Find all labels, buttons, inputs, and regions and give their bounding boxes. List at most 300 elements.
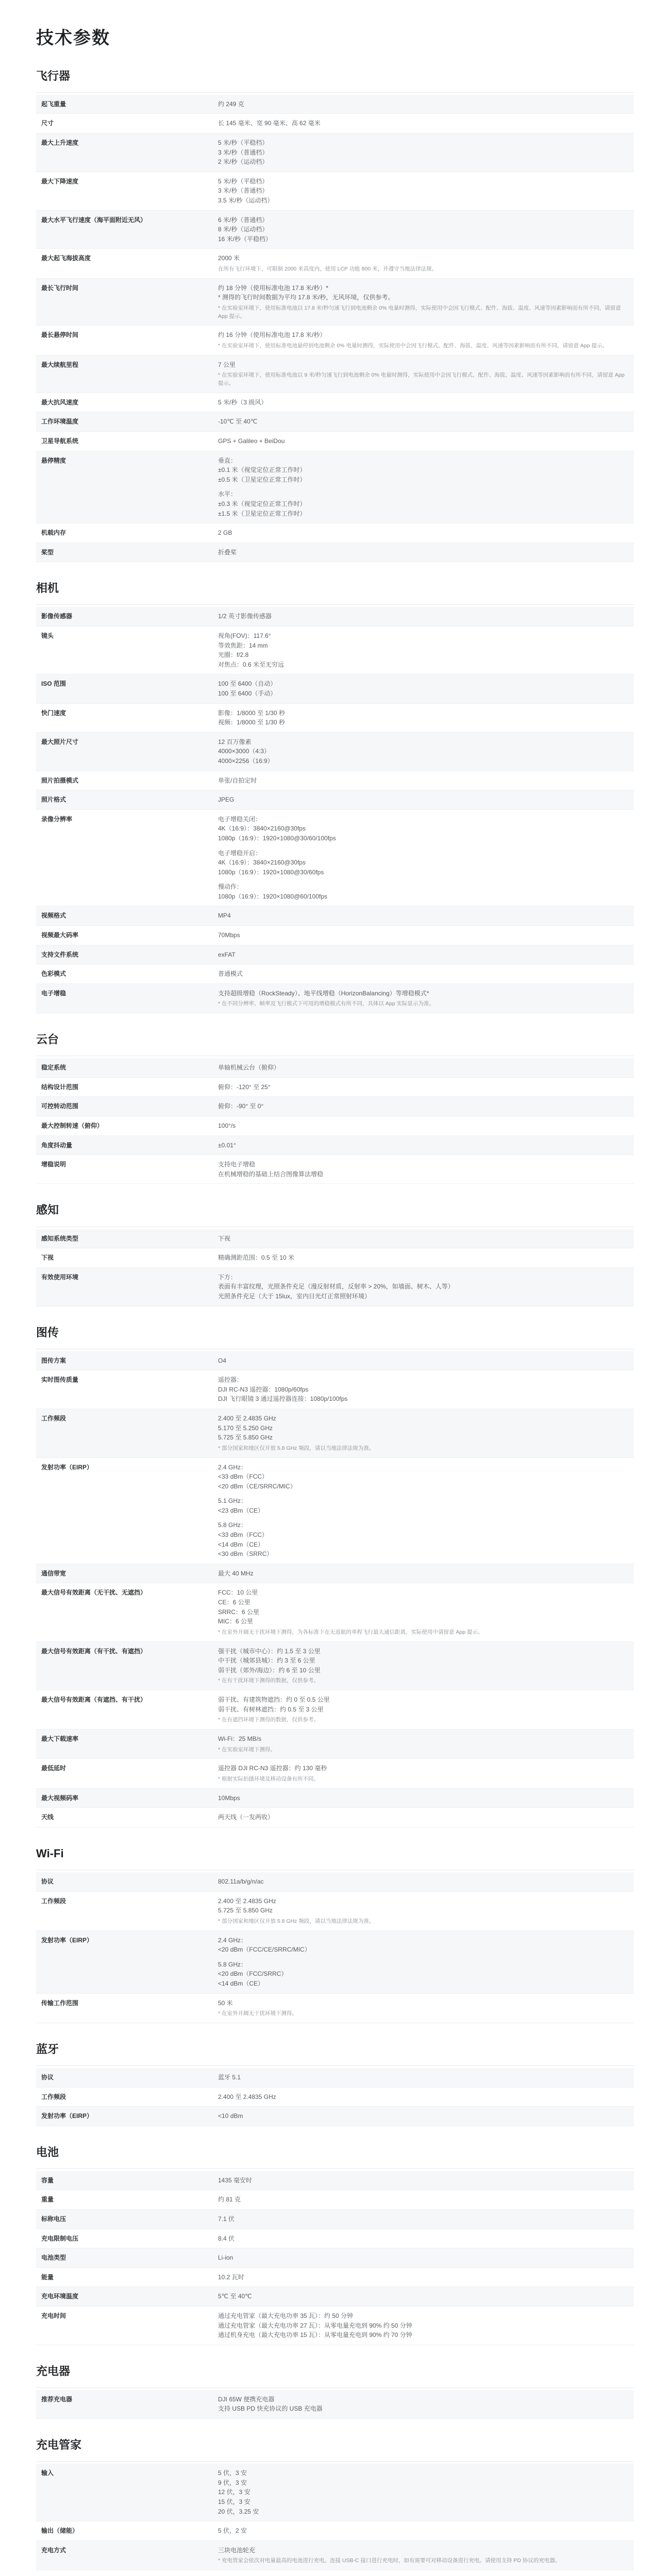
spec-value-line: 支持 USB PD 快充协议的 USB 充电器 bbox=[218, 2405, 323, 2413]
spec-value-line: 遥控器： bbox=[218, 1376, 243, 1384]
spec-value-line: 5 米/秒（平稳档） bbox=[218, 139, 269, 146]
spec-row bbox=[36, 1268, 634, 1307]
spec-row bbox=[36, 607, 634, 626]
spec-value-line: JPEG bbox=[218, 796, 234, 804]
spec-row bbox=[36, 1458, 634, 1564]
spec-row bbox=[36, 1229, 634, 1249]
spec-row bbox=[36, 279, 634, 326]
spec-value bbox=[214, 211, 634, 249]
spec-row bbox=[36, 1116, 634, 1136]
spec-value-line: Wi-Fi：25 MB/s bbox=[218, 1735, 262, 1743]
spec-row bbox=[36, 2171, 634, 2191]
section-title: 飞行器 bbox=[36, 67, 634, 93]
spec-row bbox=[36, 451, 634, 524]
spec-value-line: MIC：6 公里 bbox=[218, 1618, 254, 1625]
spec-value-line: 100 至 6400（自动） bbox=[218, 680, 277, 688]
spec-footnote: * 在实验室环境下，使用标准电池悬停到电池剩余 0% 电量时测得，实际使用中会因飞行模式、配件、海拔、温度、风速等因素影响而有所不同，请留意 App 提示。 bbox=[218, 342, 608, 349]
spec-value-line: 8.4 伏 bbox=[218, 2234, 235, 2242]
spec-value bbox=[214, 810, 634, 906]
spec-label: 有效使用环境 bbox=[41, 1273, 79, 1281]
spec-label bbox=[36, 2570, 214, 2576]
spec-value-line: 垂直： bbox=[218, 456, 237, 464]
spec-row bbox=[36, 1994, 634, 2023]
spec-value bbox=[214, 1116, 634, 1136]
spec-label: 推荐充电器 bbox=[41, 2395, 73, 2403]
spec-label: 能量 bbox=[41, 2273, 54, 2281]
spec-value-gap bbox=[218, 843, 629, 849]
spec-footnote: * 根据实际拍摄环境及移动设备有所不同。 bbox=[218, 1775, 320, 1782]
spec-row bbox=[36, 2190, 634, 2210]
spec-value bbox=[214, 2390, 634, 2418]
spec-table bbox=[36, 2390, 634, 2419]
spec-value-line: 4000×3000（4:3） bbox=[218, 748, 271, 755]
spec-value-line: 100°/s bbox=[218, 1122, 236, 1130]
spec-value bbox=[214, 1136, 634, 1155]
spec-label: 工作频段 bbox=[41, 2093, 66, 2100]
spec-row bbox=[36, 1759, 634, 1788]
spec-value-line: 7.1 伏 bbox=[218, 2215, 235, 2223]
spec-value bbox=[214, 393, 634, 412]
spec-value-line: * 测得的飞行时间数据为平均 17.8 米/秒，无风环境，仅供参考。 bbox=[218, 294, 394, 301]
spec-value bbox=[214, 984, 634, 1013]
section-title: 蓝牙 bbox=[36, 2041, 634, 2066]
spec-value-line: 约 249 克 bbox=[218, 100, 244, 108]
spec-value bbox=[214, 133, 634, 172]
spec-value-gap bbox=[218, 1491, 629, 1496]
spec-footnote: * 在有干扰环境下测得的数据，仅供参考。 bbox=[218, 1677, 320, 1684]
spec-value-line: 5℃ 至 40℃ bbox=[218, 2293, 252, 2300]
spec-value bbox=[214, 2190, 634, 2209]
spec-label: 工作频段 bbox=[41, 1414, 66, 1422]
spec-value-line: 5.8 GHz： bbox=[218, 1521, 247, 1529]
spec-value bbox=[214, 626, 634, 674]
section-title: 相机 bbox=[36, 580, 634, 605]
spec-value-line: 100 至 6400（手动） bbox=[218, 689, 277, 697]
spec-value bbox=[214, 114, 634, 133]
spec-value-line: 水平： bbox=[218, 490, 237, 498]
spec-label: 可控转动范围 bbox=[41, 1103, 79, 1110]
spec-value-line: 视角(FOV)：117.6° bbox=[218, 632, 271, 639]
spec-value-line: 4K（16:9）：3840×2160@30fps bbox=[218, 859, 306, 867]
spec-label: 色彩模式 bbox=[41, 970, 66, 978]
spec-value bbox=[214, 1078, 634, 1097]
spec-value bbox=[214, 1370, 634, 1409]
spec-value-line: 下方： bbox=[218, 1273, 237, 1281]
spec-label: 最大信号有效距离（有遮挡、有干扰） bbox=[41, 1696, 147, 1704]
spec-value-line: 1080p（16:9）：1920×1080@60/100fps bbox=[218, 892, 328, 900]
spec-label: 通信带宽 bbox=[41, 1569, 66, 1577]
spec-row bbox=[36, 1642, 634, 1691]
spec-label: 影像传感器 bbox=[41, 613, 73, 620]
spec-row bbox=[36, 1248, 634, 1268]
spec-label: 卫星导航系统 bbox=[41, 437, 79, 445]
spec-value bbox=[214, 2464, 634, 2521]
spec-value bbox=[214, 2068, 634, 2087]
spec-footnote: 在所有飞行环境下，可限制 2000 米高度内，使用 LCP 功能 800 米，并遵守当地法律法规。 bbox=[218, 265, 438, 272]
spec-value bbox=[214, 790, 634, 809]
spec-value bbox=[214, 733, 634, 771]
spec-section bbox=[36, 1324, 634, 1827]
spec-label: 天线 bbox=[41, 1814, 54, 1821]
spec-value-line: 弱干扰（郊外/海边）：约 6 至 10 公里 bbox=[218, 1666, 321, 1674]
spec-value bbox=[214, 1268, 634, 1306]
spec-label: 充电限制电压 bbox=[41, 2234, 79, 2242]
spec-value bbox=[214, 771, 634, 790]
section-title: 电池 bbox=[36, 2144, 634, 2169]
spec-label: 实时图传质量 bbox=[41, 1376, 79, 1384]
spec-value bbox=[214, 543, 634, 562]
spec-value bbox=[214, 1808, 634, 1827]
spec-value-line: 下视 bbox=[218, 1234, 231, 1242]
spec-footnote: * 在室外开阔无干扰环境下测得。 bbox=[218, 2010, 298, 2017]
spec-row bbox=[36, 2287, 634, 2307]
spec-table bbox=[36, 2464, 634, 2576]
spec-row bbox=[36, 1058, 634, 1078]
spec-label: 结构设计范围 bbox=[41, 1083, 79, 1091]
spec-value-line: 单轴机械云台（俯仰） bbox=[218, 1064, 280, 1072]
spec-row bbox=[36, 733, 634, 771]
spec-row bbox=[36, 2390, 634, 2419]
spec-row bbox=[36, 1583, 634, 1641]
spec-value-line: 等效焦距：14 mm bbox=[218, 641, 268, 649]
spec-label: 快门速度 bbox=[41, 709, 66, 717]
spec-label: 标称电压 bbox=[41, 2215, 66, 2223]
spec-row bbox=[36, 355, 634, 393]
spec-value-line: 俯仰：-90° 至 0° bbox=[218, 1103, 264, 1110]
spec-value-line: ±1.5 米（卫星定位正常工作时） bbox=[218, 510, 306, 517]
spec-section bbox=[36, 2041, 634, 2126]
spec-value-line: 对焦点：0.6 米至无穷远 bbox=[218, 660, 284, 668]
spec-label: 发射功率（EIRP） bbox=[41, 1936, 93, 1944]
spec-row bbox=[36, 1409, 634, 1458]
spec-value-line: 1080p（16:9）：1920×1080@30/60fps bbox=[218, 868, 324, 876]
spec-value bbox=[214, 1155, 634, 1183]
spec-value-line: 7 公里 bbox=[218, 361, 236, 368]
spec-row bbox=[36, 906, 634, 926]
spec-section bbox=[36, 1031, 634, 1184]
spec-value-gap bbox=[218, 877, 629, 882]
spec-label: 充电时间 bbox=[41, 2312, 66, 2319]
spec-value-line: Li-ion bbox=[218, 2254, 233, 2262]
spec-footnote: * 在室外开阔无干扰环境下测得，为各标准下在无返航的单程飞行最大通信距离，实际使用中请留意 App 提示。 bbox=[218, 1629, 483, 1635]
spec-value-line: <14 dBm（CE） bbox=[218, 1979, 264, 1987]
spec-table bbox=[36, 1351, 634, 1827]
spec-value bbox=[214, 355, 634, 393]
spec-value-line: 通过机身充电（最大充电功率 15 瓦）：从零电量充电到 90% 约 70 分钟 bbox=[218, 2331, 412, 2339]
section-title: Wi-Fi bbox=[36, 1845, 634, 1870]
spec-value-line: 3 米/秒（普通档） bbox=[218, 148, 269, 156]
spec-value-line: 视频：1/8000 至 1/30 秒 bbox=[218, 719, 286, 726]
spec-label: 镜头 bbox=[41, 632, 54, 639]
spec-row bbox=[36, 412, 634, 432]
spec-value-line: MP4 bbox=[218, 912, 231, 920]
spec-value bbox=[214, 1583, 634, 1641]
spec-row bbox=[36, 2541, 634, 2570]
spec-row bbox=[36, 1351, 634, 1371]
spec-value-line: 5 米/秒（平稳档） bbox=[218, 177, 269, 185]
spec-value-line: 12 百万像素 bbox=[218, 738, 252, 745]
spec-table bbox=[36, 1229, 634, 1307]
spec-value bbox=[214, 1097, 634, 1116]
spec-value-line: DJI 65W 便携充电器 bbox=[218, 2395, 275, 2403]
spec-value-line: 5 米/秒（3 级风） bbox=[218, 398, 267, 406]
spec-row bbox=[36, 172, 634, 211]
spec-row bbox=[36, 1097, 634, 1116]
spec-footnote: * 在不同分辨率、帧率及飞行模式下可用的增稳模式有所不同，具体以 App 实际显示为准。 bbox=[218, 1001, 435, 1007]
spec-footnote: * 在实验室环境下测得。 bbox=[218, 1746, 276, 1753]
spec-value bbox=[214, 964, 634, 984]
spec-label: 容量 bbox=[41, 2176, 54, 2184]
spec-value-line: 15 伏，3 安 bbox=[218, 2498, 250, 2505]
spec-value-line: ±0.3 米（视觉定位正常工作时） bbox=[218, 500, 306, 507]
spec-value-line: <33 dBm（FCC） bbox=[218, 1531, 269, 1539]
spec-row bbox=[36, 945, 634, 965]
spec-value bbox=[214, 2248, 634, 2267]
spec-row bbox=[36, 133, 634, 172]
spec-value bbox=[214, 95, 634, 114]
spec-label: 尺寸 bbox=[41, 120, 54, 127]
spec-row bbox=[36, 1931, 634, 1994]
spec-label: 最低延时 bbox=[41, 1765, 66, 1772]
spec-value-gap bbox=[218, 1515, 629, 1520]
spec-row bbox=[36, 2229, 634, 2249]
spec-footnote: * 在实验室环境下，使用标准电池以 9 米/秒匀速飞行到电池剩余 0% 电量时测得，实际使用中会因飞行模式、配件、海拔、温度、风速等因素影响而有所不同，请留意 App 提示。 bbox=[218, 372, 625, 387]
spec-value-line: 1435 毫安时 bbox=[218, 2176, 253, 2184]
spec-value-line: 3 米/秒（普通档） bbox=[218, 187, 269, 195]
spec-label: 最大抗风速度 bbox=[41, 398, 79, 406]
spec-value bbox=[214, 2541, 634, 2570]
page-title: 技术参数 bbox=[36, 28, 110, 48]
spec-row bbox=[36, 1078, 634, 1097]
spec-row bbox=[36, 1155, 634, 1184]
spec-value bbox=[214, 2268, 634, 2287]
spec-label: 最大下载速率 bbox=[41, 1735, 79, 1743]
spec-footnote: * 充电管家会依次对电量最高的电池进行充电。连接 USB-C 接口进行充电时，如有需要可对移动设备进行充电。请使用支持 PD 协议的充电器。 bbox=[218, 2557, 561, 2564]
spec-label: 工作频段 bbox=[41, 1897, 66, 1905]
spec-row bbox=[36, 1789, 634, 1808]
spec-value-gap bbox=[218, 484, 629, 489]
spec-row bbox=[36, 432, 634, 451]
spec-value-line: ±0.5 米（卫星定位正常工作时） bbox=[218, 476, 306, 483]
spec-label: 最大起飞海拔高度 bbox=[41, 255, 91, 262]
spec-value-line: 5.725 至 5.850 GHz bbox=[218, 1907, 273, 1914]
spec-value bbox=[214, 172, 634, 210]
spec-value bbox=[214, 412, 634, 431]
spec-row bbox=[36, 704, 634, 733]
spec-value bbox=[214, 279, 634, 326]
spec-section bbox=[36, 67, 634, 563]
spec-label: 电子增稳 bbox=[41, 989, 66, 997]
spec-label: 电池类型 bbox=[41, 2254, 66, 2262]
spec-label: 最长飞行时间 bbox=[41, 284, 79, 292]
spec-value-line: 1080p（16:9）：1920×1080@30/60/100fps bbox=[218, 834, 336, 842]
spec-label: 最长悬停时间 bbox=[41, 331, 79, 339]
spec-value bbox=[214, 1931, 634, 1993]
spec-value-line: 电子增稳开启： bbox=[218, 849, 262, 857]
spec-row bbox=[36, 2521, 634, 2541]
spec-value-line: 2.4 GHz： bbox=[218, 1463, 247, 1471]
spec-value-line: 10.2 瓦时 bbox=[218, 2273, 244, 2281]
spec-value-line: <14 dBm（CE） bbox=[218, 1540, 264, 1548]
spec-value bbox=[214, 1248, 634, 1267]
spec-value-line: 在机械增稳的基础上结合图像算法增稳 bbox=[218, 1170, 324, 1178]
spec-label: 增稳说明 bbox=[41, 1161, 66, 1168]
spec-value-line: 普通模式 bbox=[218, 970, 243, 978]
spec-value bbox=[214, 1229, 634, 1248]
spec-table bbox=[36, 1058, 634, 1184]
spec-section bbox=[36, 2436, 634, 2576]
spec-row bbox=[36, 1564, 634, 1584]
spec-row bbox=[36, 1892, 634, 1931]
section-title: 云台 bbox=[36, 1031, 634, 1056]
spec-value-line: 最大 40 MHz bbox=[218, 1569, 254, 1577]
spec-footnote: * 部分国家和地区仅开放 5.8 GHz 频段，请以当地法律法规为准。 bbox=[218, 1918, 375, 1924]
spec-value bbox=[214, 1458, 634, 1564]
spec-value-line: 9 伏，3 安 bbox=[218, 2479, 247, 2486]
spec-value-line: 约 16 分钟（使用标准电池 17.8 米/秒） bbox=[218, 331, 326, 339]
spec-value bbox=[214, 1789, 634, 1808]
spec-label: 最大信号有效距离（有干扰、有遮挡） bbox=[41, 1647, 147, 1655]
spec-value-line: 4K（16:9）：3840×2160@30fps bbox=[218, 825, 306, 833]
spec-label: 下视 bbox=[41, 1254, 54, 1262]
spec-value-line: ±0.1 米（视觉定位正常工作时） bbox=[218, 466, 306, 474]
spec-value-line: exFAT bbox=[218, 951, 236, 958]
spec-value-line: <20 dBm（FCC/CE/SRRC/MIC） bbox=[218, 1946, 311, 1954]
spec-row bbox=[36, 674, 634, 703]
spec-section bbox=[36, 1845, 634, 2023]
spec-value-line: 70Mbps bbox=[218, 931, 240, 939]
spec-value-line: 2.4 GHz： bbox=[218, 1936, 247, 1944]
spec-value-line: 20 伏，3.25 安 bbox=[218, 2507, 259, 2515]
spec-row bbox=[36, 1730, 634, 1759]
spec-label: 照片拍摄模式 bbox=[41, 776, 79, 784]
spec-value-line: -10℃ 至 40℃ bbox=[218, 418, 258, 426]
spec-table bbox=[36, 2068, 634, 2126]
spec-sections bbox=[36, 67, 634, 2576]
spec-value bbox=[214, 2521, 634, 2540]
spec-value-line: 支持超级增稳（RockSteady）、地平线增稳（HorizonBalancing）等增稳模式* bbox=[218, 989, 429, 997]
spec-value-line: 中干扰（城郊县城）：约 3 至 6 公里 bbox=[218, 1657, 315, 1665]
spec-row bbox=[36, 1690, 634, 1730]
spec-value-line: 10Mbps bbox=[218, 1794, 240, 1802]
spec-value-line: 强干扰（城市中心）：约 1.5 至 3 公里 bbox=[218, 1647, 321, 1655]
spec-value bbox=[214, 2171, 634, 2190]
spec-value bbox=[214, 1892, 634, 1930]
spec-value-line: 慢动作： bbox=[218, 883, 243, 891]
spec-label: 感知系统类型 bbox=[41, 1234, 79, 1242]
spec-value bbox=[214, 906, 634, 925]
spec-row bbox=[36, 2088, 634, 2107]
spec-value bbox=[214, 326, 634, 354]
section-title: 充电管家 bbox=[36, 2436, 634, 2462]
spec-label: 角度抖动量 bbox=[41, 1141, 73, 1149]
spec-section bbox=[36, 2363, 634, 2419]
spec-table bbox=[36, 1872, 634, 2023]
spec-value-line: 50 米 bbox=[218, 1999, 233, 2007]
spec-label: 充电方式 bbox=[41, 2546, 66, 2554]
spec-value-line: 蓝牙 5.1 bbox=[218, 2073, 241, 2081]
spec-footnote: * 在实验室环境下，使用标准电池以 17.8 米/秒匀速飞行到电池剩余 0% 电量时测得，实际使用中会因飞行模式、配件、海拔、温度、风速等因素影响而有所不同，请留意 App 提示。 bbox=[218, 304, 621, 319]
spec-value-line: FCC：10 公里 bbox=[218, 1589, 258, 1597]
spec-value-line: 5.1 GHz： bbox=[218, 1497, 247, 1505]
section-title: 感知 bbox=[36, 1201, 634, 1227]
spec-value-line: GPS + Galileo + BeiDou bbox=[218, 437, 285, 445]
spec-value-line: 1/2 英寸影像传感器 bbox=[218, 613, 272, 620]
spec-label: 发射功率（EIRP） bbox=[41, 1463, 93, 1471]
spec-value bbox=[214, 1759, 634, 1788]
spec-row bbox=[36, 926, 634, 945]
spec-table bbox=[36, 95, 634, 563]
spec-value-line: 5.170 至 5.250 GHz bbox=[218, 1424, 273, 1432]
spec-value-line: 折叠桨 bbox=[218, 548, 237, 556]
spec-value-line: 影像：1/8000 至 1/30 秒 bbox=[218, 709, 286, 717]
spec-value bbox=[214, 704, 634, 732]
spec-value-line: 俯仰：-120° 至 25° bbox=[218, 1083, 271, 1091]
spec-value-line: 4000×2256（16:9） bbox=[218, 757, 274, 765]
spec-value-line: O4 bbox=[218, 1357, 227, 1364]
spec-row bbox=[36, 626, 634, 674]
spec-value-line: 5 伏，3 安 bbox=[218, 2469, 247, 2477]
spec-footnote: * 部分国家和地区仅开放 5.8 GHz 频段，请以当地法律法规为准。 bbox=[218, 1445, 375, 1451]
spec-row bbox=[36, 543, 634, 563]
spec-label: 起飞重量 bbox=[41, 100, 66, 108]
spec-value bbox=[214, 523, 634, 543]
spec-value bbox=[214, 1872, 634, 1891]
spec-value-line: 2000 米 bbox=[218, 255, 240, 262]
spec-value bbox=[214, 2107, 634, 2126]
spec-value bbox=[214, 2287, 634, 2306]
spec-table bbox=[36, 2171, 634, 2345]
spec-value bbox=[214, 674, 634, 703]
spec-row bbox=[36, 2107, 634, 2126]
spec-value-line: 弱干扰、有建筑物遮挡：约 0 至 0.5 公里 bbox=[218, 1696, 330, 1704]
spec-value-line: 2.400 至 2.4835 GHz bbox=[218, 1414, 276, 1422]
spec-row bbox=[36, 790, 634, 810]
spec-table bbox=[36, 607, 634, 1013]
spec-value-line: 遥控器 DJI RC-N3 遥控器：约 130 毫秒 bbox=[218, 1765, 327, 1772]
spec-row bbox=[36, 2464, 634, 2521]
spec-value-line: 5.8 GHz： bbox=[218, 1960, 247, 1968]
spec-label: 稳定系统 bbox=[41, 1064, 66, 1072]
spec-row bbox=[36, 2210, 634, 2229]
spec-footnote: * 在有遮挡环境下测得的数据，仅供参考。 bbox=[218, 1717, 320, 1723]
spec-row bbox=[36, 2570, 634, 2576]
spec-value-line: <20 dBm（CE/SRRC/MIC） bbox=[218, 1482, 296, 1490]
spec-row bbox=[36, 2268, 634, 2287]
spec-value bbox=[214, 1409, 634, 1458]
section-title: 充电器 bbox=[36, 2363, 634, 2388]
spec-value bbox=[214, 2570, 634, 2576]
spec-value-line: 6 米/秒（普通档） bbox=[218, 216, 269, 224]
spec-label: 最大控制转速（俯仰） bbox=[41, 1122, 104, 1130]
spec-label: 机载内存 bbox=[41, 529, 66, 537]
spec-row bbox=[36, 1872, 634, 1892]
spec-row bbox=[36, 1370, 634, 1409]
spec-row bbox=[36, 95, 634, 114]
spec-value-line: 2 米/秒（运动档） bbox=[218, 158, 269, 166]
spec-value bbox=[214, 2229, 634, 2248]
spec-row bbox=[36, 1808, 634, 1827]
spec-label: 视频最大码率 bbox=[41, 931, 79, 939]
spec-value bbox=[214, 1642, 634, 1690]
spec-value-line: 12 伏，3 安 bbox=[218, 2488, 250, 2496]
spec-value bbox=[214, 1351, 634, 1370]
spec-value-line: <30 dBm（SRRC） bbox=[218, 1550, 273, 1558]
spec-value bbox=[214, 945, 634, 964]
spec-value bbox=[214, 2210, 634, 2229]
spec-value-line: 5.725 至 5.850 GHz bbox=[218, 1434, 273, 1442]
spec-value-line: 5 伏，2 安 bbox=[218, 2527, 247, 2535]
